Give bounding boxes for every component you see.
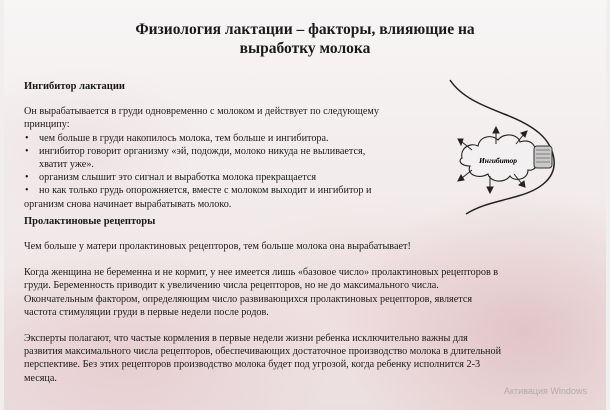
- prolactin-paragraph-2: [24, 266, 604, 319]
- slide-title: [4, 20, 606, 58]
- title-line-1: Физиология лактации – факторы, влияющие на: [135, 21, 475, 38]
- bullet-text-cont: хватит уже».: [39, 159, 94, 171]
- inhibitor-bullet-list: [24, 132, 444, 198]
- paragraph-line: Эксперты полагают, что частые кормления в первые недели жизни ребенка исключительно важны для: [24, 333, 468, 345]
- prolactin-paragraph-3: [24, 332, 604, 385]
- paragraph-line: Когда женщина не беременна и не кормит, у нее имеется лишь «базовое число» пролактиновых рецепторов в: [24, 267, 499, 279]
- bullet-text: ингибитор говорит организму «эй, подожди, молоко никуда не выливается,: [39, 145, 366, 157]
- inhibitor-heading: Ингибитор лактации: [24, 81, 125, 92]
- inhibitor-intro-line-1: Он вырабатывается в груди одновременно с молоком и действует по следующему: [24, 106, 379, 118]
- nipple: [534, 146, 552, 168]
- windows-activation-watermark: Активация Windows: [504, 386, 587, 396]
- paragraph-line: груди. Беременность приводит к увеличению числа рецепторов, но не до максимального числа.: [24, 280, 439, 292]
- paragraph-line: месяца.: [24, 372, 57, 384]
- bullet-item: [24, 145, 444, 171]
- inhibitor-section: [24, 105, 444, 211]
- breast-diagram: [432, 78, 592, 218]
- paragraph-line: развития максимального числа рецепторов, обеспечивающих достаточное производство молока в длительной: [24, 346, 502, 358]
- inhibitor-outro: организм снова начинает вырабатывать молоко.: [24, 198, 232, 210]
- bullet-item: • организм слышит это сигнал и выработка молока прекращается: [24, 171, 444, 184]
- bullet-item: • чем больше в груди накопилось молока, тем больше и ингибитора.: [24, 132, 444, 145]
- slide: [4, 0, 606, 410]
- diagram-label: Ингибитор: [478, 156, 518, 165]
- prolactin-paragraph-1: Чем больше у матери пролактиновых рецепторов, тем больше молока она вырабатывает!: [24, 241, 411, 253]
- inhibitor-intro-line-2: принципу:: [24, 119, 70, 131]
- prolactin-heading: Пролактиновые рецепторы: [24, 215, 156, 227]
- bullet-item: • но как только грудь опорожняется, вместе с молоком выходит и ингибитор и: [24, 184, 444, 197]
- paragraph-line: перспективе. Без этих рецепторов производство молока будет под угрозой, когда ребенку исполнится 2-3: [24, 359, 481, 371]
- breast-diagram-svg: [432, 78, 592, 218]
- paragraph-line: Окончательным фактором, определяющим число развивающихся пролактиновых рецепторов, является: [24, 293, 473, 305]
- paragraph-line: частота стимуляции груди в первые недели после родов.: [24, 306, 269, 318]
- title-line-2: выработку молока: [239, 40, 371, 57]
